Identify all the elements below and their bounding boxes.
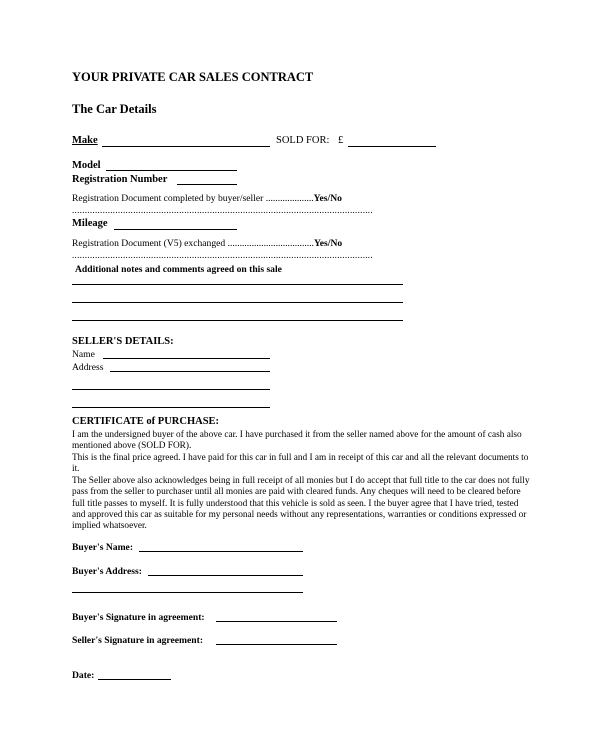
seller-name-label: Name	[72, 349, 95, 360]
seller-details-heading: SELLER'S DETAILS:	[72, 336, 174, 347]
buyer-address-line-2[interactable]	[72, 592, 303, 593]
notes-line-3[interactable]	[72, 320, 403, 321]
model-field[interactable]	[106, 170, 237, 171]
certificate-heading: CERTIFICATE of PURCHASE:	[72, 416, 220, 427]
seller-address-line-3[interactable]	[72, 407, 270, 408]
sold-for-label: SOLD FOR:	[276, 135, 330, 146]
registration-number-field[interactable]	[177, 184, 237, 185]
v5-text: Registration Document (V5) exchanged	[72, 238, 226, 249]
seller-name-field[interactable]	[103, 358, 270, 359]
document-title: YOUR PRIVATE CAR SALES CONTRACT	[72, 70, 314, 84]
additional-notes-label: Additional notes and comments agreed on this sale	[75, 264, 282, 275]
currency-symbol: £	[338, 135, 344, 146]
date-field[interactable]	[98, 679, 171, 680]
car-details-heading: The Car Details	[72, 102, 157, 116]
seller-signature-field[interactable]	[216, 644, 337, 645]
buyer-signature-field[interactable]	[216, 621, 337, 622]
registration-document-text: Registration Document completed by buyer/seller	[72, 193, 264, 204]
certificate-paragraph-2: This is the final price agreed. I have paid for this car in full and I am in receipt of this car and all the relevant documents to it.	[72, 453, 529, 475]
v5-dots: ....................................	[227, 238, 314, 249]
seller-address-label: Address	[72, 362, 104, 373]
buyer-address-field[interactable]	[148, 575, 303, 576]
registration-document-label	[72, 193, 342, 204]
seller-address-line-2[interactable]	[72, 389, 270, 390]
registration-number-label: Registration Number	[72, 174, 168, 185]
mileage-field[interactable]	[114, 229, 237, 230]
buyer-name-label: Buyer's Name:	[72, 542, 134, 553]
v5-yes-no[interactable]: Yes/No	[313, 238, 343, 249]
v5-label-row	[72, 238, 342, 249]
certificate-paragraph-3: The Seller above also acknowledges being in full receipt of all monies but I do accept that full title to the car does not fully pass from the seller to purchaser until all monies are paid with cleared funds. Any cheques will need to be cleared before full title passes to myself. It is fully understood that this vehicle is sold as seen. I the buyer agree that I have tried, tested and approved this car as suitable for my personal needs without any representations, warranties or conditions expressed or implied whatsoever.	[72, 476, 530, 532]
mileage-label: Mileage	[72, 218, 108, 229]
make-field[interactable]	[102, 146, 270, 147]
sold-for-field[interactable]	[348, 146, 436, 147]
seller-address-field[interactable]	[110, 371, 270, 372]
dotted-line-2: ......................................................................................................................	[72, 250, 373, 260]
date-label: Date:	[72, 670, 95, 681]
notes-line-1[interactable]	[72, 284, 403, 285]
make-label: Make	[72, 135, 98, 146]
buyer-address-label: Buyer's Address:	[72, 566, 142, 577]
registration-document-yes-no[interactable]: Yes/No	[313, 193, 342, 204]
model-label: Model	[72, 160, 101, 171]
registration-document-dots: ....................	[265, 193, 314, 204]
dotted-line-1: ......................................................................................................................	[72, 205, 373, 215]
buyer-name-field[interactable]	[139, 551, 303, 552]
seller-signature-label: Seller's Signature in agreement:	[72, 635, 204, 646]
buyer-signature-label: Buyer's Signature in agreement:	[72, 612, 205, 623]
notes-line-2[interactable]	[72, 302, 403, 303]
certificate-paragraph-1: I am the undersigned buyer of the above car. I have purchased it from the seller named above for the amount of cash also mentioned above (SOLD FOR).	[72, 430, 522, 452]
